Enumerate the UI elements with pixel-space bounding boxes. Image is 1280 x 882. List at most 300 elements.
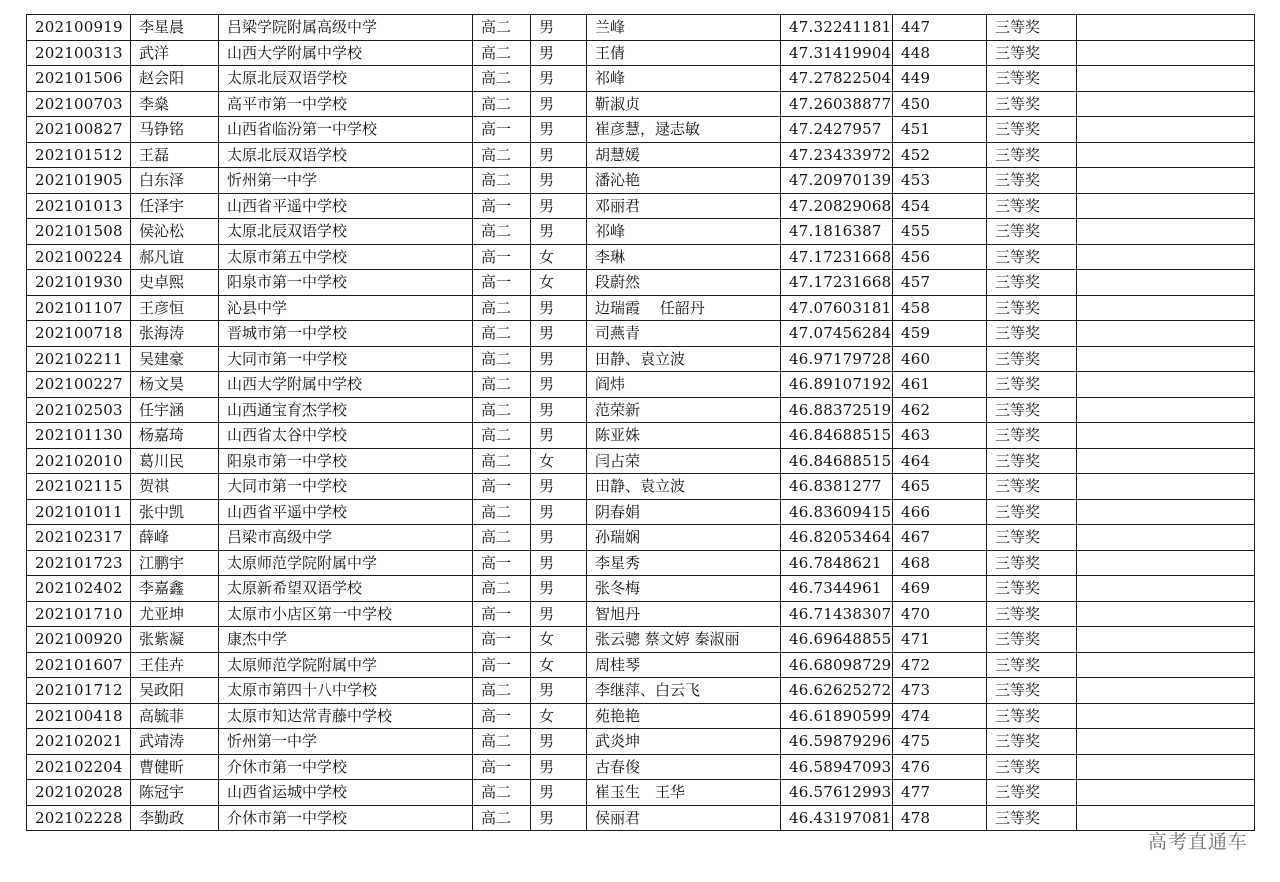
cell-award: 三等奖 [987, 168, 1077, 194]
cell-school: 太原师范学院附属中学 [219, 652, 473, 678]
cell-gender: 男 [531, 805, 587, 831]
cell-grade: 高二 [473, 780, 531, 806]
cell-gender: 男 [531, 525, 587, 551]
cell-grade: 高一 [473, 193, 531, 219]
cell-school: 太原北辰双语学校 [219, 219, 473, 245]
cell-gender: 男 [531, 780, 587, 806]
cell-grade: 高一 [473, 754, 531, 780]
cell-award: 三等奖 [987, 729, 1077, 755]
cell-rank: 474 [893, 703, 987, 729]
table-row [27, 91, 1255, 117]
cell-note [1077, 346, 1255, 372]
cell-score: 46.97179728 [781, 346, 893, 372]
table-row [27, 601, 1255, 627]
cell-school: 忻州第一中学 [219, 168, 473, 194]
cell-id: 202102010 [27, 448, 131, 474]
cell-teacher: 边瑞霞 任韶丹 [587, 295, 781, 321]
cell-teacher: 范荣新 [587, 397, 781, 423]
cell-school: 阳泉市第一中学校 [219, 448, 473, 474]
cell-gender: 男 [531, 423, 587, 449]
cell-note [1077, 372, 1255, 398]
cell-gender: 男 [531, 15, 587, 41]
cell-name: 葛川民 [131, 448, 219, 474]
cell-score: 46.84688515 [781, 423, 893, 449]
cell-rank: 459 [893, 321, 987, 347]
cell-grade: 高一 [473, 550, 531, 576]
cell-award: 三等奖 [987, 678, 1077, 704]
cell-note [1077, 117, 1255, 143]
table-row [27, 678, 1255, 704]
table-row [27, 321, 1255, 347]
cell-rank: 471 [893, 627, 987, 653]
cell-grade: 高二 [473, 805, 531, 831]
cell-teacher: 崔彦慧，逯志敏 [587, 117, 781, 143]
cell-teacher: 阴春娟 [587, 499, 781, 525]
table-row [27, 703, 1255, 729]
cell-name: 张海涛 [131, 321, 219, 347]
cell-grade: 高二 [473, 295, 531, 321]
cell-name: 曹健昕 [131, 754, 219, 780]
cell-award: 三等奖 [987, 397, 1077, 423]
cell-name: 王佳卉 [131, 652, 219, 678]
cell-id: 202100703 [27, 91, 131, 117]
cell-school: 太原市小店区第一中学校 [219, 601, 473, 627]
cell-school: 沁县中学 [219, 295, 473, 321]
table-row [27, 499, 1255, 525]
cell-teacher: 祁峰 [587, 219, 781, 245]
cell-gender: 男 [531, 550, 587, 576]
cell-school: 高平市第一中学校 [219, 91, 473, 117]
cell-grade: 高一 [473, 703, 531, 729]
table-row [27, 15, 1255, 41]
cell-gender: 男 [531, 117, 587, 143]
cell-id: 202101107 [27, 295, 131, 321]
cell-id: 202102115 [27, 474, 131, 500]
cell-school: 山西省平遥中学校 [219, 499, 473, 525]
cell-school: 太原师范学院附属中学 [219, 550, 473, 576]
cell-teacher: 李继萍、白云飞 [587, 678, 781, 704]
cell-rank: 458 [893, 295, 987, 321]
cell-teacher: 靳淑贞 [587, 91, 781, 117]
cell-school: 山西省平遥中学校 [219, 193, 473, 219]
cell-name: 杨文昊 [131, 372, 219, 398]
cell-score: 47.17231668 [781, 244, 893, 270]
cell-note [1077, 754, 1255, 780]
cell-grade: 高二 [473, 219, 531, 245]
cell-rank: 460 [893, 346, 987, 372]
cell-gender: 男 [531, 499, 587, 525]
cell-name: 高毓菲 [131, 703, 219, 729]
cell-rank: 466 [893, 499, 987, 525]
cell-award: 三等奖 [987, 525, 1077, 551]
cell-score: 46.8381277 [781, 474, 893, 500]
cell-teacher: 李琳 [587, 244, 781, 270]
cell-id: 202102503 [27, 397, 131, 423]
cell-note [1077, 627, 1255, 653]
cell-note [1077, 652, 1255, 678]
cell-id: 202102228 [27, 805, 131, 831]
cell-id: 202101710 [27, 601, 131, 627]
cell-note [1077, 244, 1255, 270]
table-row [27, 193, 1255, 219]
cell-name: 白东泽 [131, 168, 219, 194]
cell-score: 46.82053464 [781, 525, 893, 551]
cell-note [1077, 15, 1255, 41]
cell-score: 47.07456284 [781, 321, 893, 347]
cell-id: 202102028 [27, 780, 131, 806]
cell-rank: 462 [893, 397, 987, 423]
cell-grade: 高二 [473, 576, 531, 602]
table-row [27, 397, 1255, 423]
cell-note [1077, 321, 1255, 347]
cell-rank: 465 [893, 474, 987, 500]
cell-school: 山西省太谷中学校 [219, 423, 473, 449]
cell-id: 202100227 [27, 372, 131, 398]
cell-id: 202100718 [27, 321, 131, 347]
table-row [27, 117, 1255, 143]
cell-teacher: 智旭丹 [587, 601, 781, 627]
cell-name: 王彦恒 [131, 295, 219, 321]
cell-award: 三等奖 [987, 244, 1077, 270]
cell-name: 马铮铭 [131, 117, 219, 143]
cell-rank: 454 [893, 193, 987, 219]
cell-score: 46.7848621 [781, 550, 893, 576]
cell-grade: 高二 [473, 346, 531, 372]
watermark-text: 高考直通车 [1147, 831, 1248, 853]
cell-score: 46.61890599 [781, 703, 893, 729]
cell-gender: 女 [531, 448, 587, 474]
cell-score: 46.71438307 [781, 601, 893, 627]
cell-name: 贺祺 [131, 474, 219, 500]
cell-gender: 男 [531, 372, 587, 398]
cell-school: 山西省临汾第一中学校 [219, 117, 473, 143]
cell-teacher: 邓丽君 [587, 193, 781, 219]
cell-rank: 452 [893, 142, 987, 168]
cell-note [1077, 729, 1255, 755]
cell-grade: 高一 [473, 652, 531, 678]
cell-grade: 高二 [473, 321, 531, 347]
cell-score: 46.62625272 [781, 678, 893, 704]
cell-grade: 高二 [473, 168, 531, 194]
cell-grade: 高二 [473, 448, 531, 474]
cell-grade: 高二 [473, 15, 531, 41]
cell-score: 47.27822504 [781, 66, 893, 92]
cell-grade: 高一 [473, 270, 531, 296]
cell-name: 李燊 [131, 91, 219, 117]
cell-teacher: 段蔚然 [587, 270, 781, 296]
cell-id: 202101130 [27, 423, 131, 449]
cell-teacher: 兰峰 [587, 15, 781, 41]
cell-teacher: 阎炜 [587, 372, 781, 398]
cell-gender: 男 [531, 601, 587, 627]
cell-score: 47.20970139 [781, 168, 893, 194]
cell-name: 武靖涛 [131, 729, 219, 755]
cell-id: 202101723 [27, 550, 131, 576]
cell-award: 三等奖 [987, 40, 1077, 66]
cell-score: 46.59879296 [781, 729, 893, 755]
cell-grade: 高一 [473, 627, 531, 653]
cell-name: 赵会阳 [131, 66, 219, 92]
cell-id: 202101512 [27, 142, 131, 168]
table-row [27, 448, 1255, 474]
cell-award: 三等奖 [987, 423, 1077, 449]
cell-name: 王磊 [131, 142, 219, 168]
cell-id: 202100418 [27, 703, 131, 729]
cell-rank: 463 [893, 423, 987, 449]
cell-school: 太原市知达常青藤中学校 [219, 703, 473, 729]
cell-name: 郝凡谊 [131, 244, 219, 270]
cell-id: 202100920 [27, 627, 131, 653]
table-row [27, 474, 1255, 500]
cell-id: 202101930 [27, 270, 131, 296]
cell-rank: 461 [893, 372, 987, 398]
cell-rank: 468 [893, 550, 987, 576]
cell-score: 47.20829068 [781, 193, 893, 219]
cell-note [1077, 142, 1255, 168]
cell-school: 太原北辰双语学校 [219, 66, 473, 92]
cell-id: 202100313 [27, 40, 131, 66]
cell-note [1077, 397, 1255, 423]
cell-score: 46.69648855 [781, 627, 893, 653]
table-row [27, 805, 1255, 831]
cell-teacher: 田静、袁立波 [587, 474, 781, 500]
cell-award: 三等奖 [987, 448, 1077, 474]
cell-grade: 高二 [473, 397, 531, 423]
cell-award: 三等奖 [987, 91, 1077, 117]
cell-award: 三等奖 [987, 576, 1077, 602]
cell-grade: 高一 [473, 244, 531, 270]
cell-grade: 高二 [473, 372, 531, 398]
cell-id: 202101607 [27, 652, 131, 678]
cell-award: 三等奖 [987, 754, 1077, 780]
cell-note [1077, 423, 1255, 449]
cell-teacher: 王倩 [587, 40, 781, 66]
cell-note [1077, 168, 1255, 194]
cell-grade: 高一 [473, 474, 531, 500]
cell-gender: 男 [531, 40, 587, 66]
cell-name: 任宇涵 [131, 397, 219, 423]
cell-id: 202101712 [27, 678, 131, 704]
cell-rank: 449 [893, 66, 987, 92]
cell-score: 46.88372519 [781, 397, 893, 423]
cell-grade: 高二 [473, 678, 531, 704]
cell-note [1077, 678, 1255, 704]
cell-school: 山西省运城中学校 [219, 780, 473, 806]
table-row [27, 270, 1255, 296]
cell-award: 三等奖 [987, 117, 1077, 143]
cell-id: 202101013 [27, 193, 131, 219]
cell-note [1077, 448, 1255, 474]
cell-note [1077, 91, 1255, 117]
cell-teacher: 侯丽君 [587, 805, 781, 831]
cell-score: 47.26038877 [781, 91, 893, 117]
cell-teacher: 张云骢 蔡文婷 秦淑丽 [587, 627, 781, 653]
table-row [27, 729, 1255, 755]
table-row [27, 754, 1255, 780]
cell-gender: 男 [531, 193, 587, 219]
cell-rank: 456 [893, 244, 987, 270]
table-row [27, 652, 1255, 678]
cell-rank: 477 [893, 780, 987, 806]
cell-grade: 高一 [473, 601, 531, 627]
cell-score: 47.1816387 [781, 219, 893, 245]
cell-school: 山西通宝育杰学校 [219, 397, 473, 423]
cell-score: 47.31419904 [781, 40, 893, 66]
cell-score: 46.68098729 [781, 652, 893, 678]
cell-school: 太原新希望双语学校 [219, 576, 473, 602]
results-table [26, 14, 1255, 831]
cell-school: 山西大学附属中学校 [219, 40, 473, 66]
cell-teacher: 武炎坤 [587, 729, 781, 755]
cell-gender: 男 [531, 754, 587, 780]
cell-award: 三等奖 [987, 780, 1077, 806]
cell-gender: 男 [531, 474, 587, 500]
cell-gender: 男 [531, 321, 587, 347]
cell-award: 三等奖 [987, 142, 1077, 168]
table-row [27, 576, 1255, 602]
cell-note [1077, 550, 1255, 576]
cell-note [1077, 499, 1255, 525]
cell-score: 46.7344961 [781, 576, 893, 602]
cell-school: 介休市第一中学校 [219, 754, 473, 780]
table-row [27, 295, 1255, 321]
cell-grade: 高一 [473, 117, 531, 143]
cell-id: 202102021 [27, 729, 131, 755]
cell-rank: 469 [893, 576, 987, 602]
cell-school: 晋城市第一中学校 [219, 321, 473, 347]
cell-id: 202100919 [27, 15, 131, 41]
cell-name: 侯沁松 [131, 219, 219, 245]
cell-school: 阳泉市第一中学校 [219, 270, 473, 296]
cell-rank: 470 [893, 601, 987, 627]
cell-score: 46.57612993 [781, 780, 893, 806]
cell-award: 三等奖 [987, 15, 1077, 41]
cell-award: 三等奖 [987, 270, 1077, 296]
cell-score: 46.84688515 [781, 448, 893, 474]
cell-rank: 473 [893, 678, 987, 704]
cell-note [1077, 576, 1255, 602]
cell-rank: 472 [893, 652, 987, 678]
cell-gender: 男 [531, 66, 587, 92]
cell-id: 202102402 [27, 576, 131, 602]
cell-award: 三等奖 [987, 601, 1077, 627]
cell-school: 康杰中学 [219, 627, 473, 653]
table-row [27, 550, 1255, 576]
cell-school: 忻州第一中学 [219, 729, 473, 755]
cell-id: 202102204 [27, 754, 131, 780]
cell-teacher: 祁峰 [587, 66, 781, 92]
cell-gender: 男 [531, 397, 587, 423]
cell-rank: 453 [893, 168, 987, 194]
cell-score: 47.32241181 [781, 15, 893, 41]
table-row [27, 66, 1255, 92]
cell-school: 吕梁学院附属高级中学 [219, 15, 473, 41]
cell-rank: 447 [893, 15, 987, 41]
cell-school: 太原市第五中学校 [219, 244, 473, 270]
table-row [27, 346, 1255, 372]
cell-award: 三等奖 [987, 703, 1077, 729]
cell-score: 46.58947093 [781, 754, 893, 780]
cell-rank: 464 [893, 448, 987, 474]
cell-grade: 高二 [473, 66, 531, 92]
cell-grade: 高二 [473, 40, 531, 66]
table-row [27, 372, 1255, 398]
cell-id: 202100224 [27, 244, 131, 270]
cell-gender: 女 [531, 270, 587, 296]
cell-teacher: 孙瑞娴 [587, 525, 781, 551]
cell-gender: 男 [531, 576, 587, 602]
cell-award: 三等奖 [987, 627, 1077, 653]
cell-school: 吕梁市高级中学 [219, 525, 473, 551]
cell-rank: 451 [893, 117, 987, 143]
cell-award: 三等奖 [987, 652, 1077, 678]
cell-id: 202101905 [27, 168, 131, 194]
cell-gender: 女 [531, 652, 587, 678]
cell-name: 张紫凝 [131, 627, 219, 653]
cell-name: 李勤政 [131, 805, 219, 831]
cell-id: 202101508 [27, 219, 131, 245]
cell-name: 薛峰 [131, 525, 219, 551]
cell-grade: 高二 [473, 499, 531, 525]
cell-name: 尤亚坤 [131, 601, 219, 627]
cell-grade: 高二 [473, 525, 531, 551]
cell-award: 三等奖 [987, 499, 1077, 525]
table-row [27, 780, 1255, 806]
cell-teacher: 崔玉生 王华 [587, 780, 781, 806]
cell-award: 三等奖 [987, 295, 1077, 321]
cell-award: 三等奖 [987, 193, 1077, 219]
table-row [27, 627, 1255, 653]
cell-gender: 男 [531, 346, 587, 372]
cell-name: 吴政阳 [131, 678, 219, 704]
cell-gender: 女 [531, 627, 587, 653]
table-row [27, 525, 1255, 551]
cell-name: 张中凯 [131, 499, 219, 525]
cell-score: 46.83609415 [781, 499, 893, 525]
cell-id: 202101506 [27, 66, 131, 92]
cell-id: 202100827 [27, 117, 131, 143]
table-row [27, 423, 1255, 449]
cell-school: 山西大学附属中学校 [219, 372, 473, 398]
cell-note [1077, 525, 1255, 551]
cell-gender: 女 [531, 244, 587, 270]
cell-rank: 478 [893, 805, 987, 831]
cell-school: 大同市第一中学校 [219, 474, 473, 500]
cell-note [1077, 703, 1255, 729]
cell-id: 202102317 [27, 525, 131, 551]
cell-id: 202102211 [27, 346, 131, 372]
cell-teacher: 古春俊 [587, 754, 781, 780]
cell-rank: 457 [893, 270, 987, 296]
cell-teacher: 周桂琴 [587, 652, 781, 678]
cell-teacher: 田静、袁立波 [587, 346, 781, 372]
table-row [27, 219, 1255, 245]
cell-note [1077, 219, 1255, 245]
cell-name: 史卓熙 [131, 270, 219, 296]
cell-teacher: 张冬梅 [587, 576, 781, 602]
cell-name: 江鹏宇 [131, 550, 219, 576]
cell-school: 介休市第一中学校 [219, 805, 473, 831]
cell-score: 47.2427957 [781, 117, 893, 143]
cell-award: 三等奖 [987, 66, 1077, 92]
cell-note [1077, 780, 1255, 806]
table-row [27, 142, 1255, 168]
cell-note [1077, 601, 1255, 627]
cell-score: 46.89107192 [781, 372, 893, 398]
cell-teacher: 胡慧媛 [587, 142, 781, 168]
cell-award: 三等奖 [987, 372, 1077, 398]
cell-name: 李嘉鑫 [131, 576, 219, 602]
